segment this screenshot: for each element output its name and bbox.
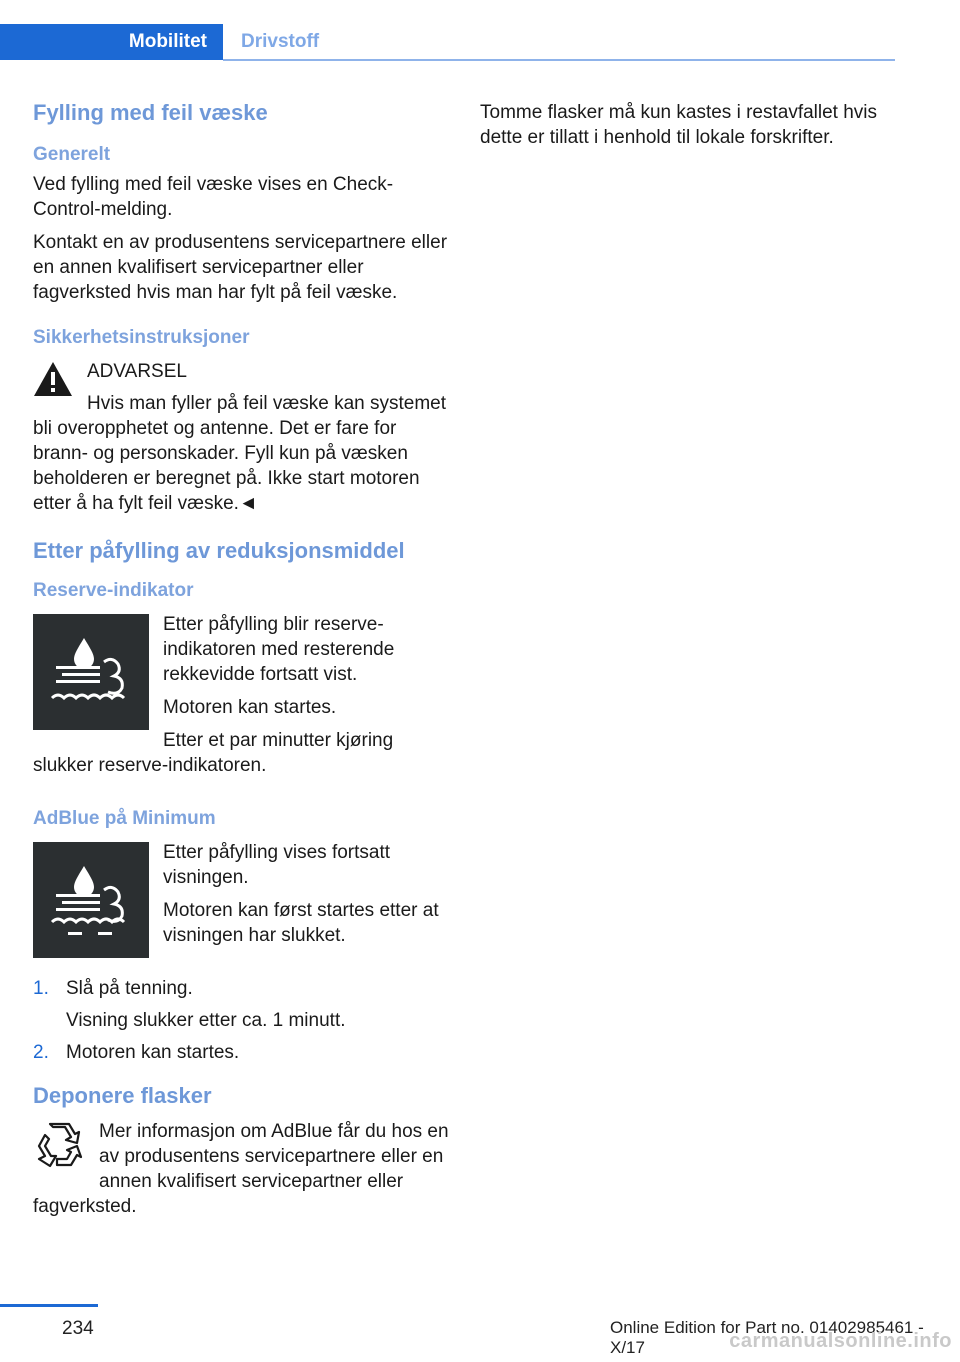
right-column <box>480 100 900 158</box>
paragraph: Mer informasjon om AdBlue får du hos en av produsentens servicepartnere eller en annen kvalifisert servicepartner eller fagverksted. <box>33 1121 449 1217</box>
paragraph: Ved fylling med feil væske vises en Check-Control-melding. <box>33 174 394 220</box>
paragraph: Etter påfylling vises fortsatt visningen. <box>163 842 391 888</box>
paragraph: Motoren kan først startes etter at visningen har slukket. <box>163 900 439 946</box>
warning-text: Hvis man fyller på feil væske kan systemet bli overopphetet og antenne. Det er fare for brann- og personskader. Fyll kun på væsken beholderen er beregnet på. Ikke start motoren etter å ha fylt feil væske.◄ <box>33 393 447 514</box>
step-text: Motoren kan startes. <box>66 1042 240 1063</box>
header-tabbar <box>0 24 895 62</box>
subheading-general: Generelt <box>33 144 111 165</box>
watermark: carmanualsonline.info <box>729 1330 952 1352</box>
step-subtext: Visning slukker etter ca. 1 minutt. <box>66 1010 346 1031</box>
tab-drivstoff[interactable]: Drivstoff <box>241 31 320 52</box>
tab-underline <box>223 59 895 61</box>
recycle-block <box>33 1119 449 1219</box>
step-text: Slå på tenning. <box>66 978 193 999</box>
tab-mobilitet[interactable]: Mobilitet <box>0 24 223 60</box>
minimum-block <box>33 840 449 948</box>
step-number: 2. <box>33 1042 49 1063</box>
subheading-reserve: Reserve-indikator <box>33 580 194 601</box>
reserve-block <box>33 612 449 778</box>
list-item <box>33 1040 449 1065</box>
paragraph: Kontakt en av produsentens servicepartnere eller en annen kvalifisert servicepartner eller fagverksted hvis man har fylt på feil væske. <box>33 232 448 303</box>
adblue-reserve-display-icon <box>33 614 149 730</box>
warning-label: ADVARSEL <box>87 361 187 382</box>
subheading-safety: Sikkerhetsinstruksjoner <box>33 327 250 348</box>
step-number: 1. <box>33 978 49 999</box>
left-column <box>33 100 449 1227</box>
section-title-after-refill: Etter påfylling av reduksjonsmiddel <box>33 538 405 563</box>
paragraph: Etter et par minutter kjøring slukker reserve-indikatoren. <box>33 730 394 776</box>
recycle-icon <box>33 1121 85 1173</box>
edition-text: Online Edition for Part no. 01402985461 - X/17 <box>610 1318 924 1357</box>
list-item <box>33 976 449 1033</box>
section-title-wrong-fluid: Fylling med feil væske <box>33 100 268 125</box>
paragraph: Etter påfylling blir reserve-indikatoren med resterende rekkevidde fortsatt vist. <box>163 614 395 685</box>
paragraph: Tomme flasker må kun kastes i restavfallet hvis dette er tillatt i henhold til lokale forskrifter. <box>480 102 878 148</box>
warning-block <box>33 359 449 516</box>
paragraph: Motoren kan startes. <box>163 697 337 718</box>
page-number: 234 <box>62 1318 94 1339</box>
footer-accent-bar <box>0 1304 98 1307</box>
section-title-bottles: Deponere flasker <box>33 1083 212 1108</box>
subheading-adblue-minimum: AdBlue på Minimum <box>33 808 216 829</box>
adblue-minimum-display-icon <box>33 842 149 958</box>
steps-list <box>33 962 449 1065</box>
warning-triangle-icon <box>33 361 73 397</box>
